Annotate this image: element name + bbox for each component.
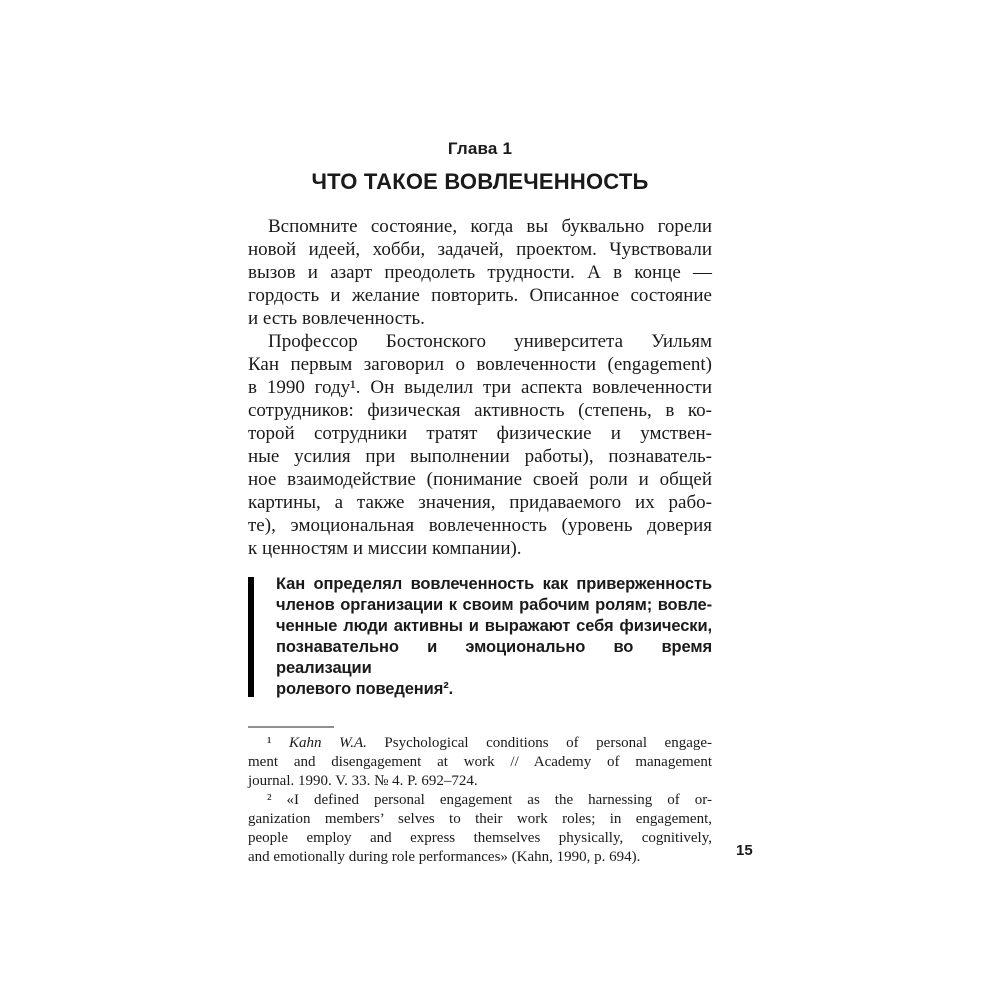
footnote-2-text: «I defined personal engagement as the harnessing of or- bbox=[286, 792, 712, 808]
text-line: ченные люди активны и выражают себя физически, bbox=[276, 617, 712, 635]
paragraph-intro bbox=[248, 215, 712, 330]
page-title: ЧТО ТАКОЕ ВОВЛЕЧЕННОСТЬ bbox=[311, 169, 649, 194]
footnote-1-line-2: ment and disengagement at work // Academy of management bbox=[248, 754, 712, 770]
text-line: к ценностям и миссии компании). bbox=[248, 538, 522, 559]
footnote-1-text: Psychological conditions of personal engage- bbox=[384, 735, 713, 751]
quote-text bbox=[276, 574, 712, 700]
text-line: картины, а также значения, придаваемого их рабо- bbox=[248, 492, 712, 513]
page-number: 15 bbox=[736, 842, 753, 859]
text-line: вызов и азарт преодолеть трудности. А в конце — bbox=[248, 262, 712, 283]
quote-block bbox=[248, 574, 712, 700]
text-line: и есть вовлеченность. bbox=[248, 308, 425, 329]
footnote-separator bbox=[248, 726, 334, 728]
footnote-1-line-3: journal. 1990. V. 33. № 4. P. 692–724. bbox=[248, 773, 478, 789]
footnote-2-line-2: ganization members’ selves to their work roles; in engagement, bbox=[248, 811, 712, 827]
text-line: те), эмоциональная вовлеченность (уровень доверия bbox=[248, 515, 712, 536]
footnote-2-line-3: people employ and express themselves physically, cognitively, bbox=[248, 830, 712, 846]
footnote-1-line-1 bbox=[248, 734, 712, 753]
footnote-1-marker: ¹ bbox=[267, 735, 272, 751]
text-line: торой сотрудники тратят физические и умствен- bbox=[248, 423, 712, 444]
text-line: Вспомните состояние, когда вы буквально горели bbox=[268, 216, 712, 237]
text-line: Кан первым заговорил о вовлеченности (engagement) bbox=[248, 354, 712, 375]
text-column bbox=[248, 139, 712, 867]
footnote-2-marker: ² bbox=[267, 792, 272, 808]
text-line: ные усилия при выполнении работы), познаватель- bbox=[248, 446, 712, 467]
footnotes bbox=[248, 734, 712, 867]
text-line: Профессор Бостонского университета Уильям bbox=[268, 331, 712, 352]
text-line: сотрудников: физическая активность (степень, в ко- bbox=[248, 400, 712, 421]
text-line: членов организации к своим рабочим ролям; вовле- bbox=[276, 596, 712, 614]
text-line: ное взаимодействие (понимание своей роли и общей bbox=[248, 469, 712, 490]
chapter-label: Глава 1 bbox=[447, 139, 513, 158]
footnote-2-line-1 bbox=[248, 791, 712, 810]
paragraph-kahn bbox=[248, 330, 712, 560]
text-line: новой идеей, хобби, задачей, проектом. Чувствовали bbox=[248, 239, 712, 260]
quote-left-bar bbox=[248, 577, 254, 697]
text-line: Кан определял вовлеченность как приверженность bbox=[276, 575, 712, 593]
text-line: гордость и желание повторить. Описанное состояние bbox=[248, 285, 712, 306]
text-line: в 1990 году¹. Он выделил три аспекта вовлеченности bbox=[248, 377, 712, 398]
footnote-1-author: Kahn W.A. bbox=[289, 735, 367, 751]
text-line: познавательно и эмоционально во время реализации bbox=[276, 638, 712, 677]
footnote-2-line-4: and emotionally during role performances» (Kahn, 1990, p. 694). bbox=[248, 849, 641, 865]
text-line: ролевого поведения². bbox=[276, 680, 454, 698]
